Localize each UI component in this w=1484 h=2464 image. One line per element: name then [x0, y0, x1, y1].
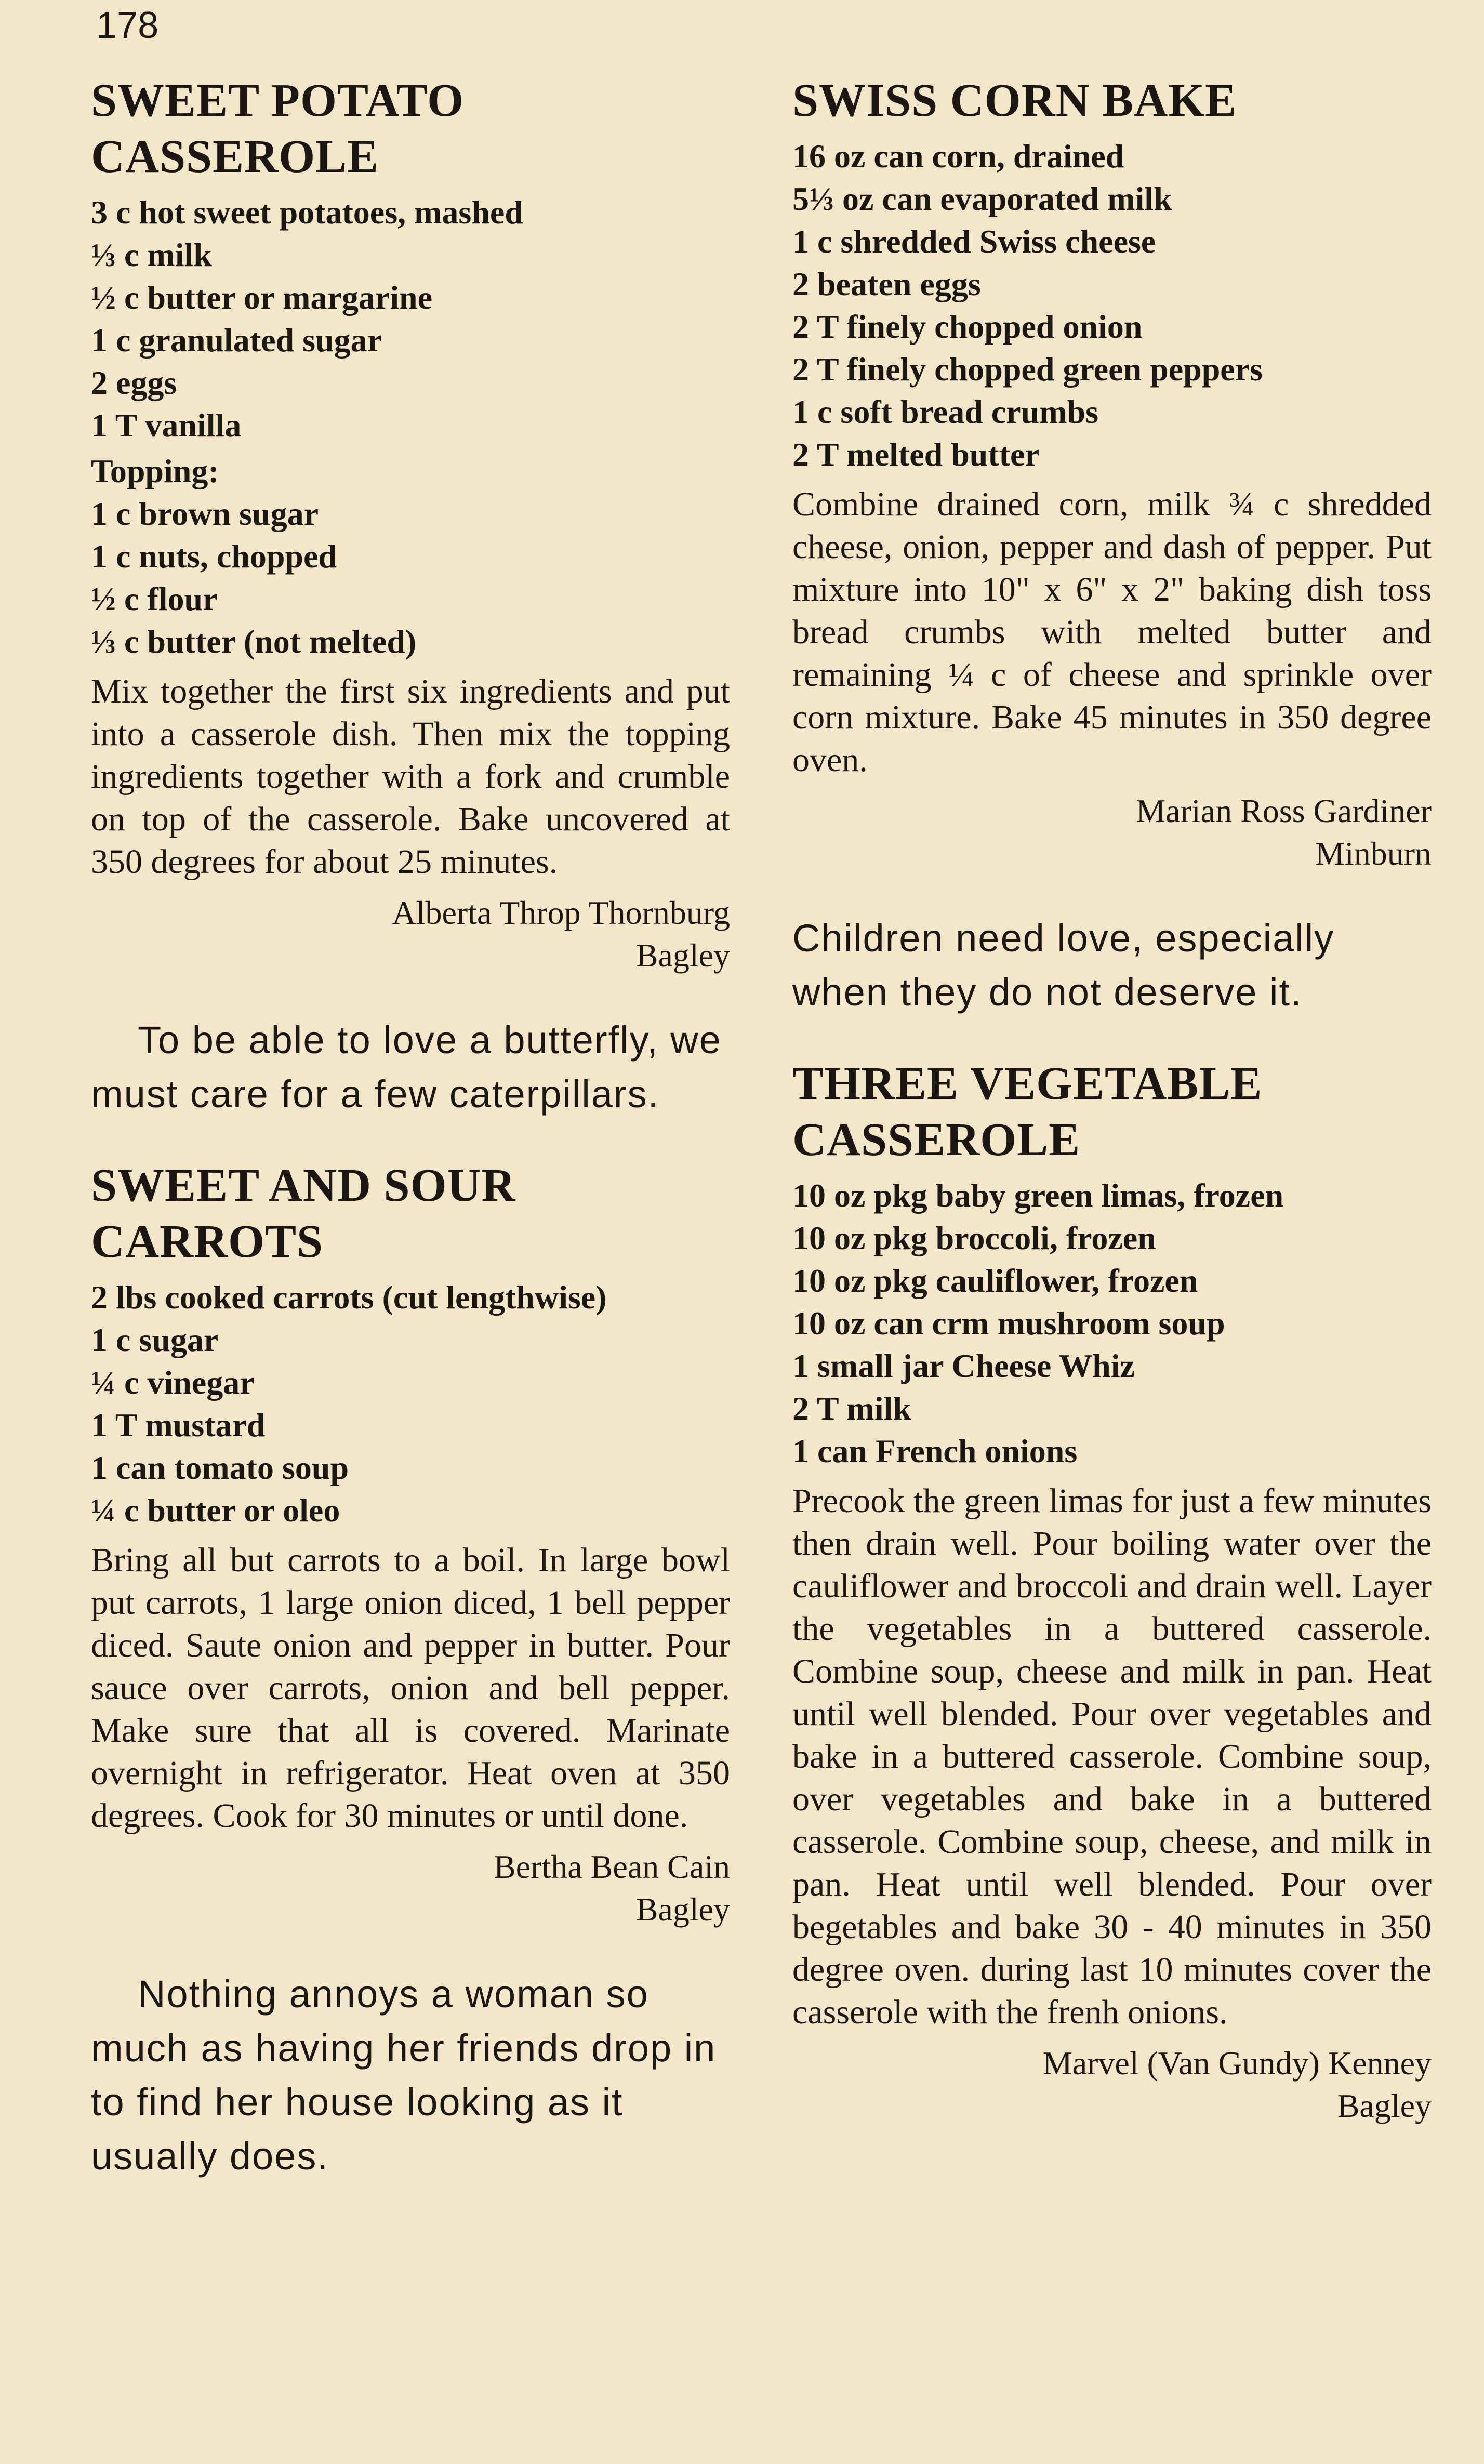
- page-number: 178: [96, 5, 159, 46]
- ingredient-item: 1 c nuts, chopped: [91, 538, 337, 575]
- recipe-title-line: CASSEROLE: [792, 1114, 1081, 1165]
- recipe-title-line: CARROTS: [91, 1216, 324, 1267]
- ingredient-item: 1 small jar Cheese Whiz: [792, 1347, 1135, 1384]
- recipe-title: [792, 1056, 1432, 1168]
- ingredient-item: 2 lbs cooked carrots (cut lengthwise): [91, 1279, 607, 1316]
- ingredient-item: 2 beaten eggs: [792, 266, 981, 302]
- contributor-town: Minburn: [1315, 835, 1432, 872]
- ingredient-item: 2 T milk: [792, 1390, 911, 1427]
- ingredient-item: 16 oz can corn, drained: [792, 138, 1124, 175]
- recipe-title: [91, 1158, 730, 1270]
- ingredient-item: 10 oz pkg broccoli, frozen: [792, 1220, 1156, 1256]
- filler-quote: Nothing annoys a woman so much as having her friends drop in to find her house looking as it usually does.: [91, 1972, 717, 2178]
- recipe-three-vegetable-casserole: [792, 1056, 1432, 2127]
- recipe-sweet-and-sour-carrots: [91, 1158, 730, 1931]
- ingredient-list: [91, 1276, 730, 1532]
- ingredient-item: ¼ c vinegar: [91, 1364, 255, 1401]
- recipe-instructions: Combine drained corn, milk ¾ c shredded cheese, onion, pepper and dash of pepper. Put mixture into 10" x 6" x 2" baking dish toss bread crumbs with melted butter and remaining ¼ c of cheese and sprinkle over corn mixture. Bake 45 minutes in 350 degree oven.: [792, 485, 1432, 779]
- ingredient-list: [792, 135, 1432, 476]
- recipe-title: SWISS CORN BAKE: [792, 75, 1237, 126]
- topping-label: Topping:: [91, 453, 219, 489]
- ingredient-item: 1 can French onions: [792, 1433, 1078, 1469]
- ingredient-item: ½ c butter or margarine: [91, 279, 433, 316]
- ingredient-list: [792, 1174, 1432, 1473]
- ingredient-item: ⅓ c milk: [91, 236, 212, 273]
- recipe-sweet-potato-casserole: [91, 73, 730, 977]
- contributor-name: Bertha Bean Cain: [494, 1848, 730, 1885]
- ingredient-item: 1 T mustard: [91, 1407, 266, 1443]
- ingredient-item: 1 c granulated sugar: [91, 322, 382, 359]
- ingredient-item: 10 oz pkg baby green limas, frozen: [792, 1177, 1284, 1214]
- ingredient-item: 1 c brown sugar: [91, 495, 319, 532]
- recipe-instructions: Precook the green limas for just a few minutes then drain well. Pour boiling water over the cauliflower and broccoli and drain well. Layer the vegetables in a buttered casserole. Combine soup, cheese and milk in pan. Heat until well blended. Pour over vegetables and bake in a buttered casserole. Combine soup, over vegetables and bake in a buttered casserole. Combine soup, cheese, and milk in pan. Heat until well blended. Pour over begetables and bake 30 - 40 minutes in 350 degree oven. during last 10 minutes cover the casserole with the frenh onions.: [792, 1482, 1432, 2031]
- contributor-name: Marian Ross Gardiner: [1136, 792, 1432, 829]
- ingredient-item: 5⅓ oz can evaporated milk: [792, 180, 1172, 217]
- ingredient-item: 1 c sugar: [91, 1321, 219, 1358]
- recipe-instructions: Mix together the first six ingredients and put into a casserole dish. Then mix the topping ingredients together with a fork and crumble on top of the casserole. Bake uncovered at 350 degrees for about 25 minutes.: [91, 672, 730, 881]
- ingredient-item: 2 eggs: [91, 364, 177, 401]
- recipe-title: [91, 73, 730, 185]
- filler-quote: To be able to love a butterfly, we must care for a few caterpillars.: [91, 1018, 722, 1116]
- ingredient-item: 1 T vanilla: [91, 407, 242, 444]
- ingredient-item: 1 c soft bread crumbs: [792, 393, 1098, 430]
- left-column: [91, 73, 730, 2220]
- ingredient-item: 1 can tomato soup: [91, 1449, 349, 1486]
- recipe-title-line: SWEET POTATO: [91, 75, 465, 126]
- recipe-title-line: CASSEROLE: [91, 131, 379, 182]
- contributor-town: Bagley: [635, 937, 730, 974]
- recipe-title-line: THREE VEGETABLE: [792, 1058, 1263, 1109]
- ingredient-list: [91, 191, 730, 447]
- ingredient-item: ¼ c butter or oleo: [91, 1492, 340, 1529]
- contributor-town: Bagley: [1337, 2087, 1432, 2124]
- ingredient-item: 2 T finely chopped onion: [792, 308, 1143, 345]
- topping-list: [91, 493, 730, 663]
- contributor-name: Alberta Throp Thornburg: [392, 894, 730, 931]
- recipe-swiss-corn-bake: [792, 73, 1432, 875]
- contributor-name: Marvel (Van Gundy) Kenney: [1042, 2045, 1432, 2082]
- ingredient-item: 3 c hot sweet potatoes, mashed: [91, 194, 523, 231]
- filler-quote: Children need love, especially when they do not deserve it.: [792, 917, 1335, 1014]
- ingredient-item: 2 T melted butter: [792, 436, 1040, 473]
- ingredient-item: ½ c flour: [91, 580, 218, 617]
- ingredient-item: ⅓ c butter (not melted): [91, 623, 417, 660]
- recipe-instructions: Bring all but carrots to a boil. In large bowl put carrots, 1 large onion diced, 1 bell pepper diced. Saute onion and pepper in butter. Pour sauce over carrots, onion and bell pepper. Make sure that all is covered. Marinate overnight in refrigerator. Heat oven at 350 degrees. Cook for 30 minutes or until done.: [91, 1541, 730, 1835]
- right-column: [792, 73, 1432, 2127]
- ingredient-item: 1 c shredded Swiss cheese: [792, 223, 1156, 260]
- ingredient-item: 10 oz pkg cauliflower, frozen: [792, 1262, 1198, 1299]
- contributor-town: Bagley: [635, 1891, 730, 1928]
- ingredient-item: 10 oz can crm mushroom soup: [792, 1305, 1225, 1342]
- ingredient-item: 2 T finely chopped green peppers: [792, 351, 1263, 388]
- recipe-title-line: SWEET AND SOUR: [91, 1160, 516, 1211]
